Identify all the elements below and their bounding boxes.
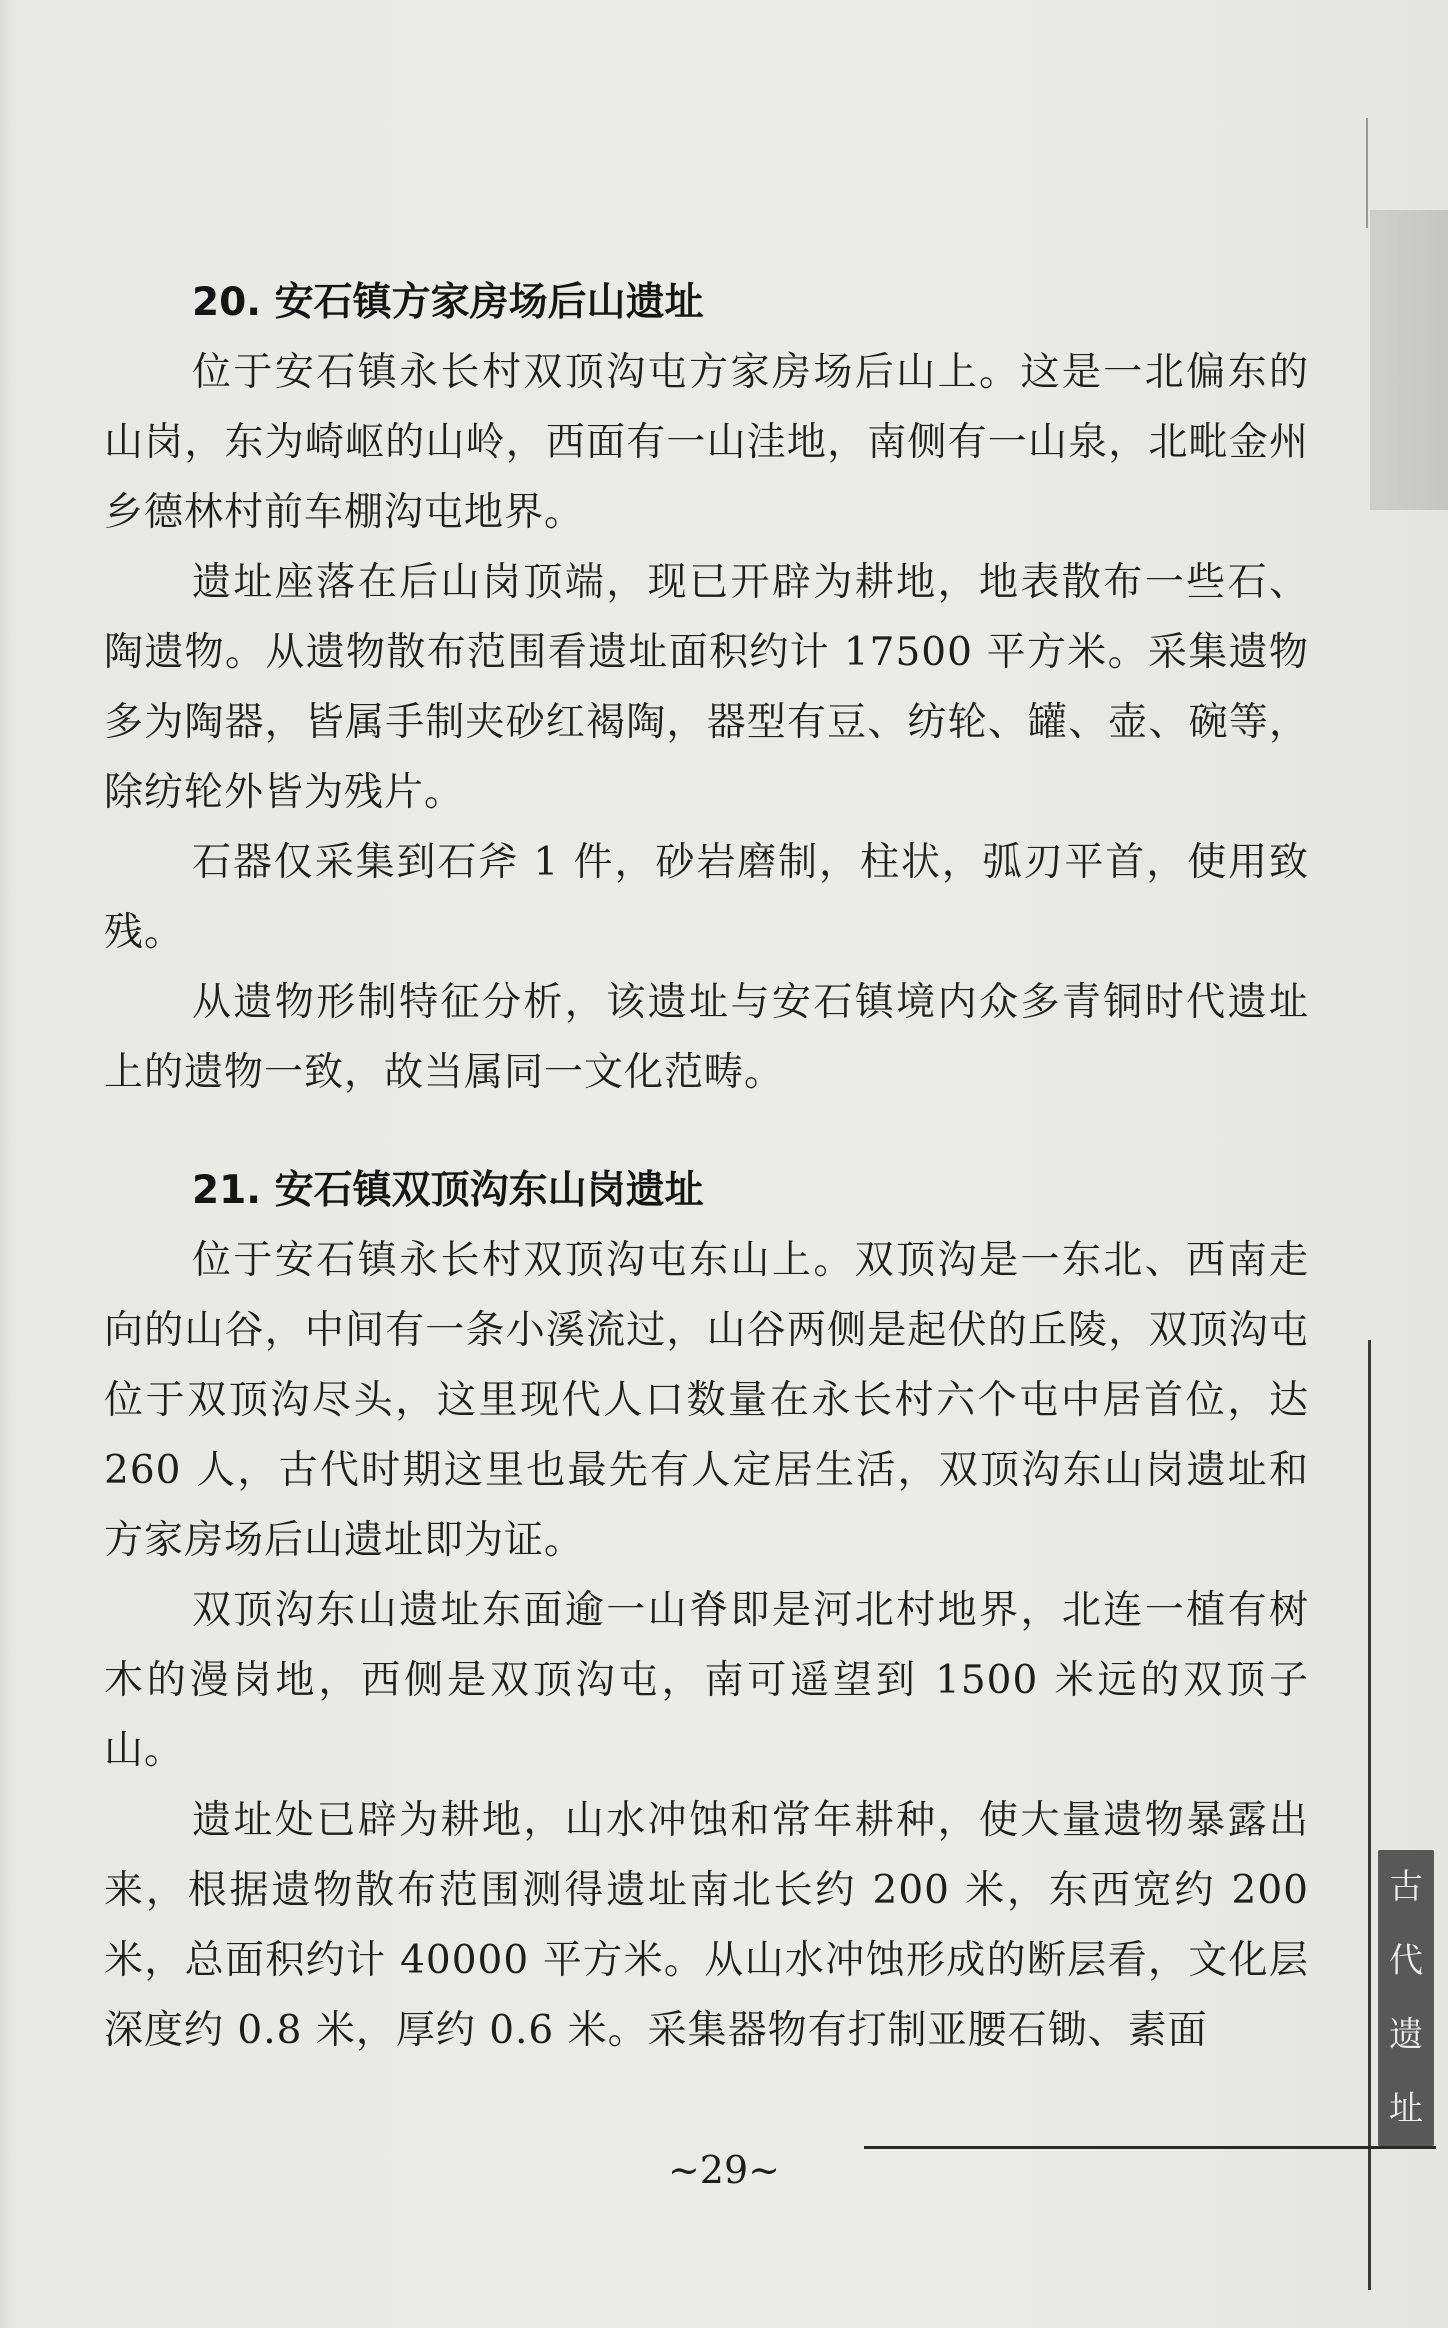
footer-rule <box>864 2146 1436 2149</box>
page-number: ~29~ <box>667 2148 781 2192</box>
side-tab-char: 址 <box>1389 2089 1423 2129</box>
paragraph: 从遗物形制特征分析，该遗址与安石镇境内众多青铜时代遗址上的遗物一致，故当属同一文化范畴。 <box>104 980 1309 1095</box>
paragraph: 双顶沟东山遗址东面逾一山脊即是河北村地界，北连一植有树木的漫岗地，西侧是双顶沟屯，南可遥望到 1500 米远的双顶子山。 <box>104 1588 1309 1773</box>
paragraph: 位于安石镇永长村双顶沟屯东山上。双顶沟是一东北、西南走向的山谷，中间有一条小溪流过，山谷两侧是起伏的丘陵，双顶沟屯位于双顶沟尽头，这里现代人口数量在永长村六个屯中居首位，达 260 人，古代时期这里也最先有人定居生活，双顶沟东山岗遗址和方家房场后山遗址即为证。 <box>104 1238 1309 1563</box>
page-edge-shadow <box>1370 210 1448 510</box>
section-heading-21: 21. 安石镇双顶沟东山岗遗址 <box>192 1168 704 1213</box>
paragraph: 遗址座落在后山岗顶端，现已开辟为耕地，地表散布一些石、陶遗物。从遗物散布范围看遗址面积约计 17500 平方米。采集遗物多为陶器，皆属手制夹砂红褐陶，器型有豆、纺轮、罐、壶、碗等，除纺轮外皆为残片。 <box>104 560 1309 815</box>
side-tab-char: 遗 <box>1389 2015 1423 2055</box>
paragraph: 位于安石镇永长村双顶沟屯方家房场后山上。这是一北偏东的山岗，东为崎岖的山岭，西面有一山洼地，南侧有一山泉，北毗金州乡德林村前车棚沟屯地界。 <box>104 350 1309 535</box>
side-tab-char: 代 <box>1389 1941 1423 1981</box>
paragraph: 遗址处已辟为耕地，山水冲蚀和常年耕种，使大量遗物暴露出来，根据遗物散布范围测得遗址南北长约 200 米，东西宽约 200 米，总面积约计 40000 平方米。从山水冲蚀形成的断层看，文化层深度约 0.8 米，厚约 0.6 米。采集器物有打制亚腰石锄、素面 <box>104 1798 1309 2053</box>
page-content <box>104 268 1309 2066</box>
paragraph: 石器仅采集到石斧 1 件，砂岩磨制，柱状，弧刃平首，使用致残。 <box>104 840 1309 955</box>
chapter-side-tab <box>1378 1850 1434 2146</box>
margin-line-top <box>1366 118 1368 228</box>
side-tab-char: 古 <box>1389 1867 1423 1907</box>
section-heading-20: 20. 安石镇方家房场后山遗址 <box>192 280 704 325</box>
